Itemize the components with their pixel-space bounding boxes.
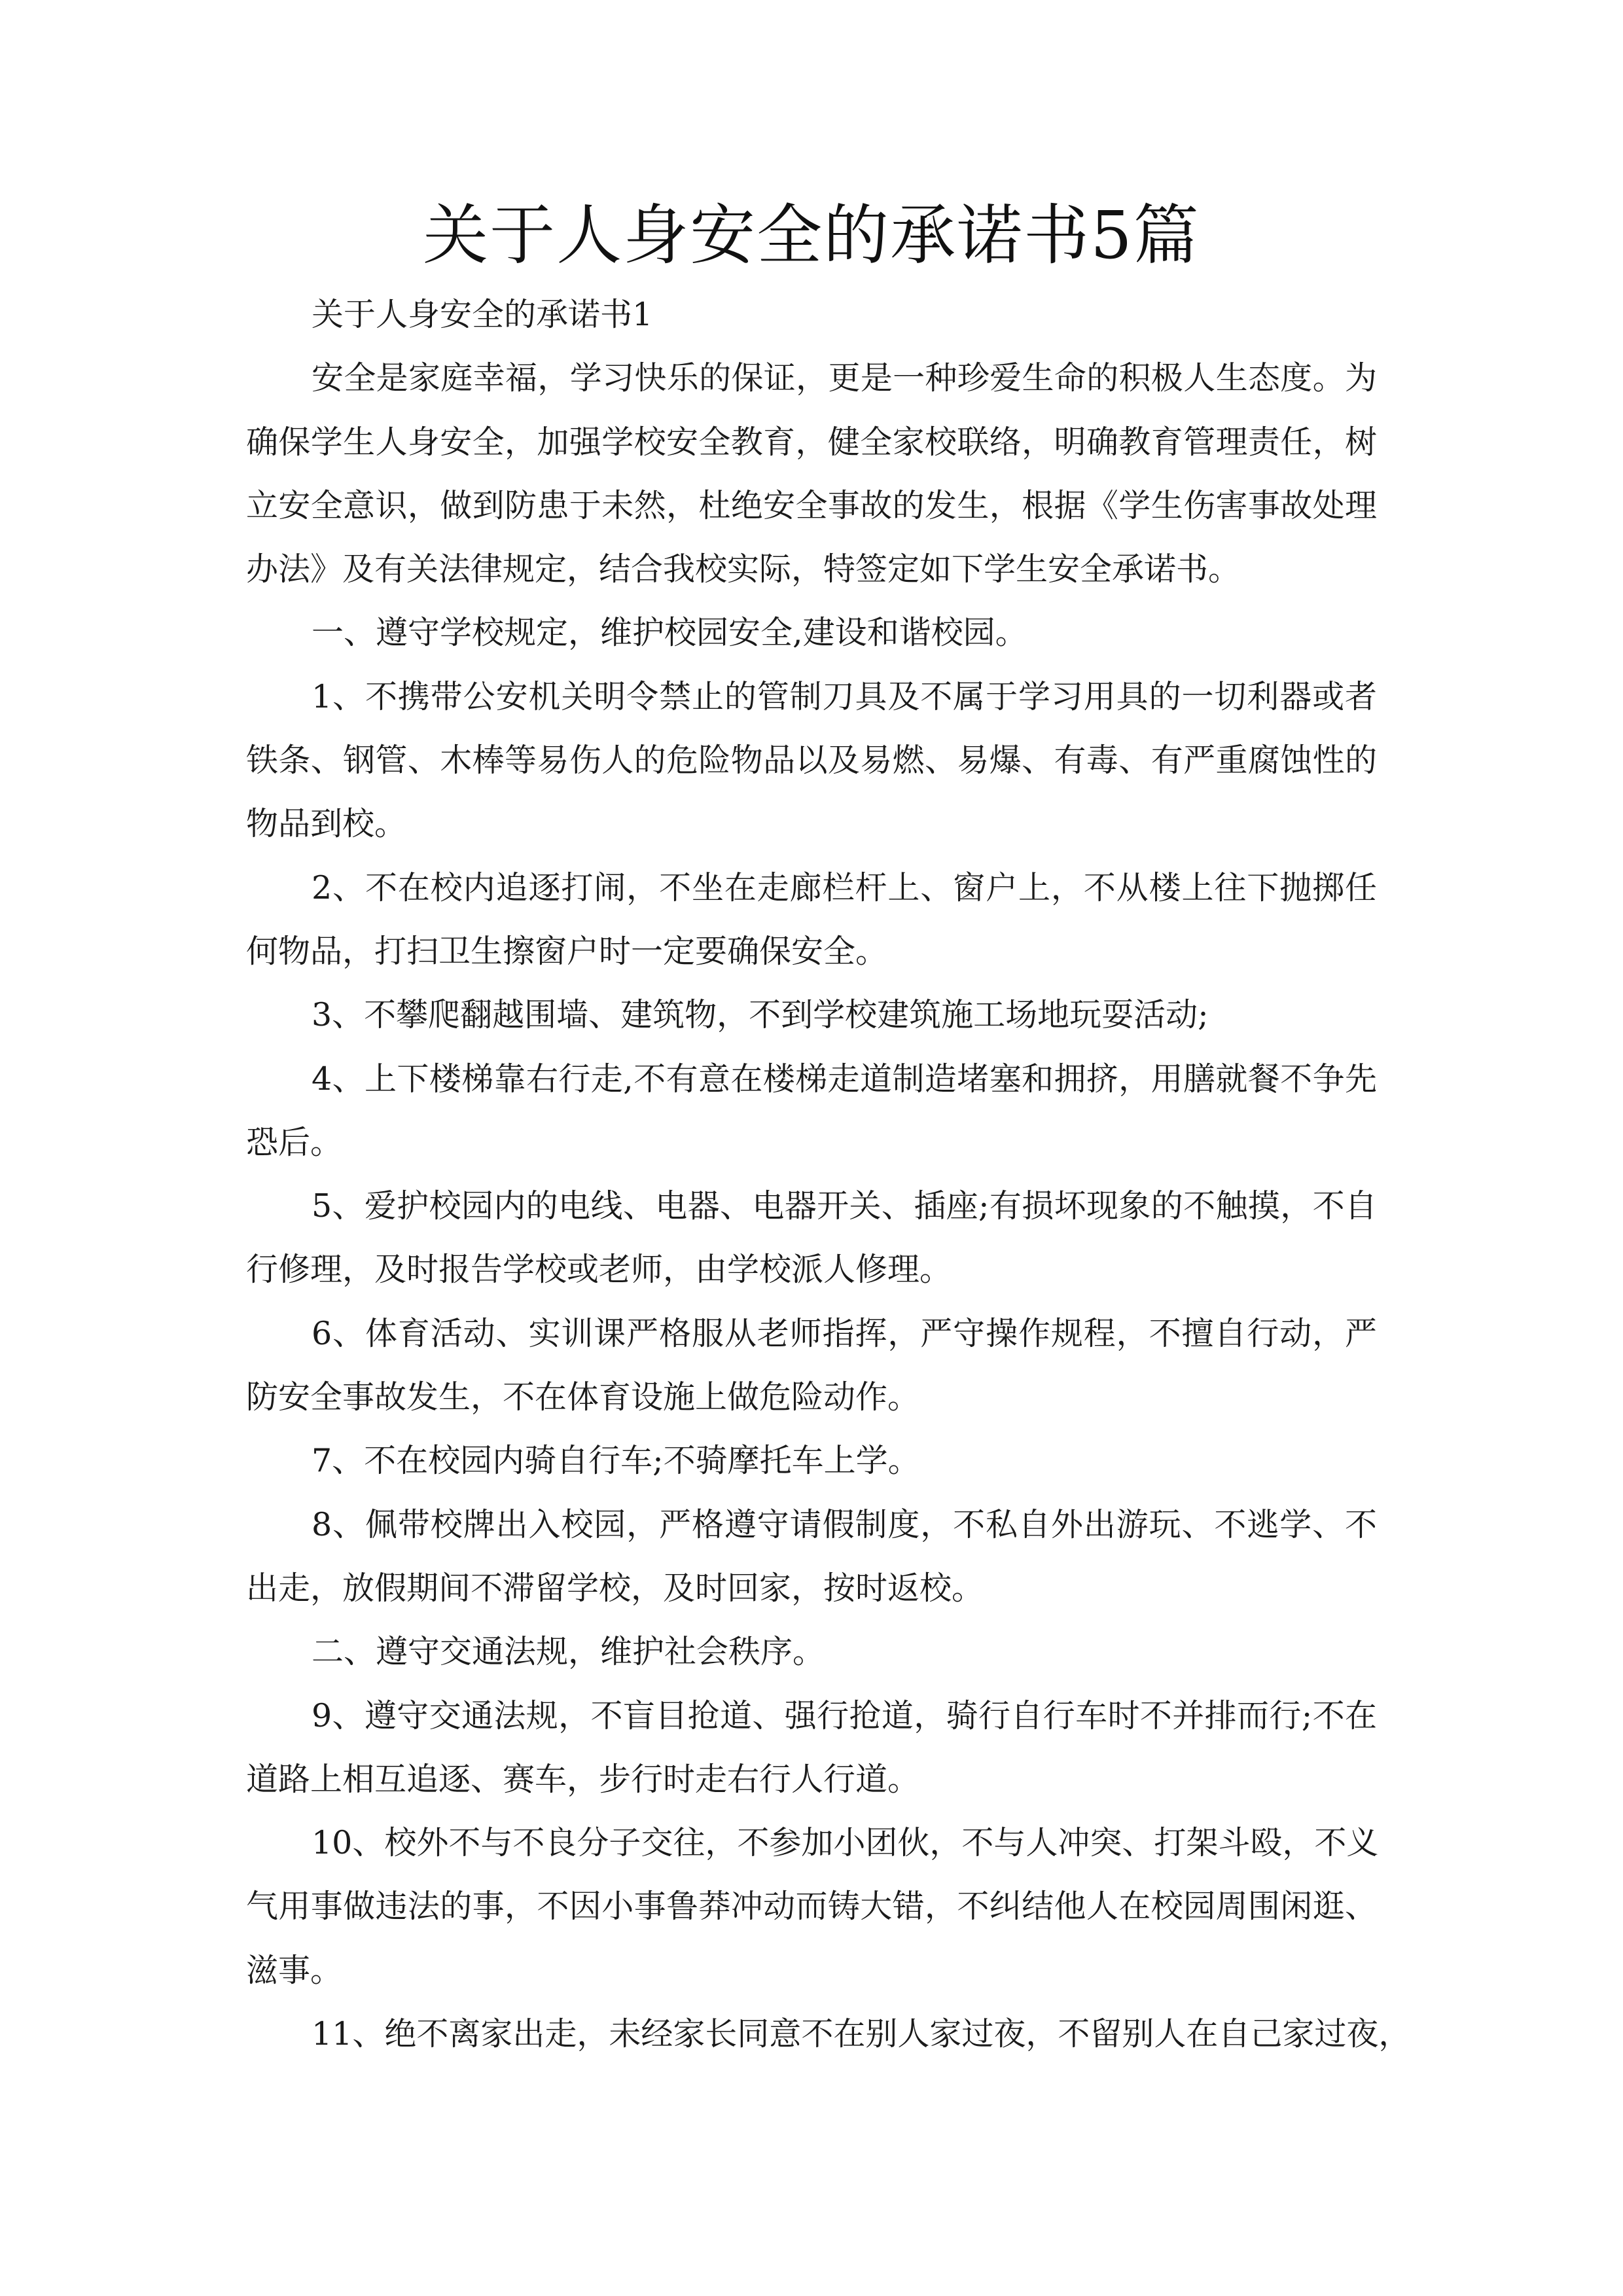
text-line: 物品到校。 — [246, 805, 407, 843]
text-line: 立安全意识，做到防患于未然，杜绝安全事故的发生，根据《学生伤害事故处理 — [246, 486, 1377, 524]
text-line: 防安全事故发生，不在体育设施上做危险动作。 — [246, 1378, 920, 1416]
document-title: 关于人身安全的承诺书5篇 — [423, 197, 1200, 274]
text-line: 办法》及有关法律规定，结合我校实际，特签定如下学生安全承诺书。 — [246, 550, 1241, 588]
text-line: 气用事做违法的事，不因小事鲁莽冲动而铸大错，不纠结他人在校园周围闲逛、 — [246, 1888, 1377, 1926]
text-line: 6、体育活动、实训课严格服从老师指挥，严守操作规程，不擅自行动，严 — [312, 1314, 1377, 1352]
text-line: 一、遵守学校规定，维护校园安全,建设和谐校园。 — [312, 614, 1027, 652]
paragraph — [246, 1684, 1377, 1812]
paragraph — [246, 1302, 1377, 1429]
text-line: 3、不攀爬翻越围墙、建筑物，不到学校建筑施工场地玩耍活动; — [312, 996, 1209, 1034]
paragraph — [246, 1429, 1377, 1492]
text-line: 7、不在校园内骑自行车;不骑摩托车上学。 — [312, 1442, 920, 1480]
text-line: 关于人身安全的承诺书1 — [312, 296, 653, 333]
paragraph — [246, 856, 1377, 984]
paragraph — [246, 983, 1377, 1047]
paragraph — [246, 665, 1377, 856]
text-line: 确保学生人身安全，加强学校安全教育，健全家校联络，明确教育管理责任，树 — [246, 423, 1377, 461]
text-line: 出走，放假期间不滞留学校，及时回家，按时返校。 — [246, 1569, 984, 1607]
text-line: 铁条、钢管、木棒等易伤人的危险物品以及易燃、易爆、有毒、有严重腐蚀性的 — [246, 742, 1377, 780]
paragraph — [246, 1047, 1377, 1175]
text-line: 恐后。 — [246, 1123, 343, 1161]
paragraph — [246, 2002, 1411, 2066]
text-line: 道路上相互追逐、赛车，步行时走右行人行道。 — [246, 1760, 920, 1798]
paragraph — [246, 346, 1377, 601]
text-line: 4、上下楼梯靠右行走,不有意在楼梯走道制造堵塞和拥挤，用膳就餐不争先 — [312, 1060, 1377, 1098]
document-body — [246, 283, 1411, 2066]
paragraph — [246, 1174, 1377, 1302]
paragraph — [246, 601, 1377, 664]
text-line: 2、不在校内追逐打闹，不坐在走廊栏杆上、窗户上，不从楼上往下抛掷任 — [312, 869, 1377, 906]
text-line: 何物品，打扫卫生擦窗户时一定要确保安全。 — [246, 932, 888, 970]
text-line: 滋事。 — [246, 1951, 343, 1989]
paragraph — [246, 1620, 1377, 1683]
text-line: 9、遵守交通法规，不盲目抢道、强行抢道，骑行自行车时不并排而行;不在 — [312, 1696, 1377, 1734]
text-line: 二、遵守交通法规，维护社会秩序。 — [312, 1633, 825, 1671]
paragraph — [246, 1493, 1377, 1621]
text-line: 5、爱护校园内的电线、电器、电器开关、插座;有损坏现象的不触摸，不自 — [312, 1187, 1377, 1225]
text-line: 1、不携带公安机关明令禁止的管制刀具及不属于学习用具的一切利器或者 — [312, 677, 1377, 715]
paragraph — [246, 283, 1377, 346]
text-line: 10、校外不与不良分子交往，不参加小团伙，不与人冲突、打架斗殴，不义 — [312, 1824, 1379, 1862]
text-line: 行修理，及时报告学校或老师，由学校派人修理。 — [246, 1251, 952, 1289]
text-line: 安全是家庭幸福，学习快乐的保证，更是一种珍爱生命的积极人生态度。为 — [312, 359, 1377, 397]
paragraph — [246, 1811, 1377, 2002]
text-line: 11、绝不离家出走，未经家长同意不在别人家过夜，不留别人在自己家过夜， — [312, 2015, 1411, 2053]
text-line: 8、佩带校牌出入校园，严格遵守请假制度，不私自外出游玩、不逃学、不 — [312, 1505, 1377, 1543]
